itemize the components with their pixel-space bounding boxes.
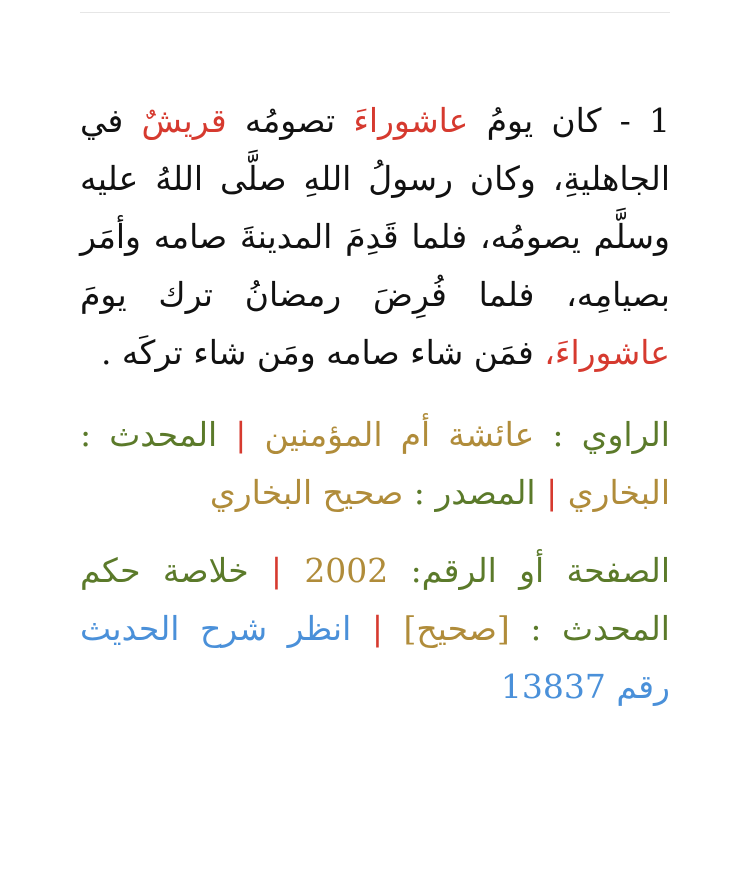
separator: | — [371, 609, 383, 648]
hadith-card — [80, 92, 670, 716]
highlighted-word: قريشٌ — [141, 101, 227, 140]
source-label: المصدر : — [413, 473, 536, 512]
source-value: صحيح البخاري — [209, 473, 404, 512]
hadith-number: 1 - — [619, 101, 670, 140]
ruling-label: خلاصة حكم المحدث : — [80, 551, 670, 648]
top-divider — [80, 12, 670, 13]
separator: | — [235, 415, 247, 454]
highlighted-word: عاشوراءَ، — [544, 333, 670, 372]
ruling-value: [صحيح] — [403, 609, 510, 648]
narrator-label: الراوي : — [552, 415, 670, 454]
sharh-link[interactable]: انظر شرح الحديث رقم 13837 — [80, 609, 670, 706]
separator: | — [270, 551, 283, 590]
muhaddith-value: البخاري — [567, 473, 670, 512]
highlighted-word: عاشوراءَ — [353, 101, 469, 140]
hadith-meta-narrator — [80, 406, 670, 522]
separator: | — [546, 473, 558, 512]
hadith-meta-ruling — [80, 542, 670, 716]
narrator-value: عائشة أم المؤمنين — [264, 415, 535, 454]
page-number: 2002 — [304, 551, 389, 590]
hadith-text: 1 - كان يومُ عاشوراءَ تصومُه قريشٌ في الجاهليةِ، وكان رسولُ اللهِ صلَّى اللهُ عليه وسلَّم يصومُه، فلما قَدِمَ المدينةَ صامه وأمَر بصيامِه، فلما فُرِضَ رمضانُ ترك يومَ عاشوراءَ، فمَن شاء صامه ومَن شاء تركَه . — [80, 101, 670, 372]
page-label: الصفحة أو الرقم: — [410, 551, 670, 590]
muhaddith-label: المحدث : — [80, 415, 218, 454]
